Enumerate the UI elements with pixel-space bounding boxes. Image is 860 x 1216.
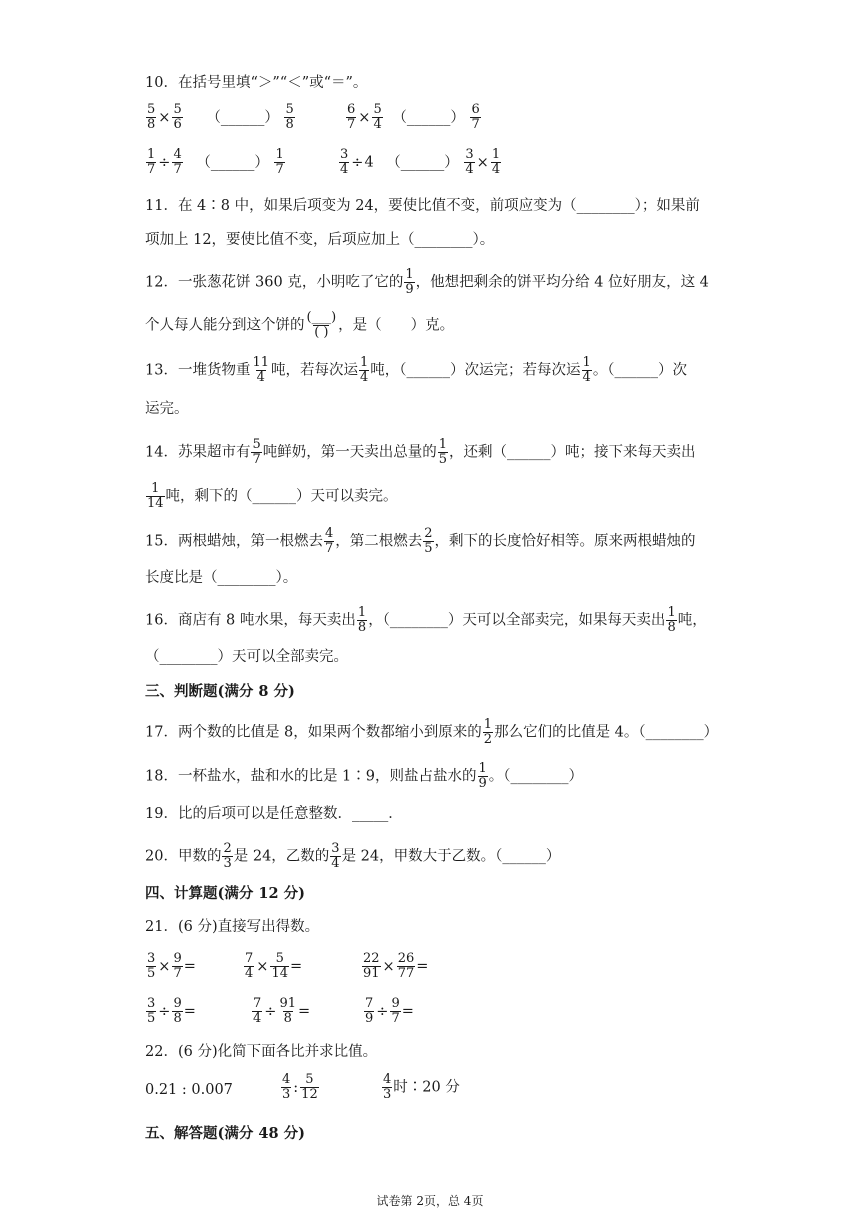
q12-line1: 12．一张葱花饼 360 克，小明吃了它的 $\frac{1}{9}$ ，他想把剩余的饼平均分给 4 位好朋友，这 4 — [145, 267, 709, 297]
q21-expr-3: $\frac{22}{91}$ × $\frac{26}{77}$ = — [363, 951, 429, 981]
q22-text: 22．(6 分)化简下面各比并求比值。 — [145, 1044, 378, 1060]
q17: 17．两个数的比值是 8，如果两个数都缩小到原来的 $\frac{1}{2}$ 那么它们的比值是 4。（________） — [145, 717, 719, 747]
q22-ratio-3: $\frac{4}{3}$ 时∶20 分 — [383, 1072, 460, 1102]
q12-line2: 个人每人能分到这个饼的 $\frac{(\_\_\_)}{( )}$ ，是（ ）克。 — [145, 310, 455, 340]
q10-row2-right: $\frac{3}{4}$ ÷4 （______） $\frac{3}{4}$ × $\frac{1}{4}$ — [340, 147, 501, 177]
q10-row1-right: $\frac{6}{7}$ × $\frac{5}{4}$ （______） $\frac{6}{7}$ — [347, 102, 480, 132]
q15-line1: 15．两根蜡烛，第一根燃去 $\frac{4}{7}$ ，第二根燃去 $\frac{2}{5}$ ，剩下的长度恰好相等。原来两根蜡烛的 — [145, 526, 696, 556]
q21-expr-1: $\frac{3}{5}$ × $\frac{9}{7}$ = — [147, 951, 196, 981]
q13-line2: 运完。 — [145, 401, 189, 417]
q16-line2: （________）天可以全部卖完。 — [145, 649, 348, 665]
fraction-answer-blank[interactable]: $\frac{(\_\_\_)}{( )}$ — [306, 310, 337, 340]
q20: 20．甲数的 $\frac{2}{3}$ 是 24，乙数的 $\frac{3}{4}$ 是 24，甲数大于乙数。（______） — [145, 841, 561, 871]
q11-line1: 11．在 4∶8 中，如果后项变为 24，要使比值不变，前项应变为（________）；如果前 — [145, 198, 700, 214]
q15-line2: 长度比是（________）。 — [145, 570, 298, 586]
q11-line2: 项加上 12，要使比值不变，后项应加上（________）。 — [145, 232, 495, 248]
q10-text: 10．在括号里填“＞”“＜”或“＝”。 — [145, 75, 368, 91]
q18: 18．一杯盐水，盐和水的比是 1∶9，则盐占盐水的 $\frac{1}{9}$ 。（________） — [145, 761, 584, 791]
q13-line1: 13．一堆货物重 $\frac{11}{4}$ 吨，若每次运 $\frac{1}{4}$ 吨，（______）次运完；若每次运 $\frac{1}{4}$ 。（______）次 — [145, 355, 688, 385]
page-footer: 试卷第 2页，总 4页 — [376, 1194, 484, 1208]
q10-row1-left: $\frac{5}{8}$ × $\frac{5}{6}$ （______） $\frac{5}{8}$ — [147, 102, 294, 132]
q21-expr-5: $\frac{7}{4}$ ÷ $\frac{91}{8}$ = — [253, 996, 311, 1026]
q21-expr-2: $\frac{7}{4}$ × $\frac{5}{14}$ = — [245, 951, 303, 981]
answer-blank[interactable]: （______） — [196, 154, 269, 171]
answer-blank[interactable]: （______） — [206, 109, 279, 126]
answer-blank[interactable]: （______） — [392, 109, 465, 126]
q22-ratio-2: $\frac{4}{3}$ : $\frac{5}{12}$ — [282, 1072, 318, 1102]
q19: 19．比的后项可以是任意整数．_____． — [145, 806, 403, 822]
section-3-heading: 三、判断题(满分 8 分) — [145, 683, 295, 700]
q10-row2-left: $\frac{1}{7}$ ÷ $\frac{4}{7}$ （______） $\frac{1}{7}$ — [147, 147, 284, 177]
q21-text: 21．(6 分)直接写出得数。 — [145, 919, 320, 935]
q14-line1: 14．苏果超市有 $\frac{5}{7}$ 吨鲜奶，第一天卖出总量的 $\frac{1}{5}$ ，还剩（______）吨；接下来每天卖出 — [145, 437, 696, 467]
q21-expr-4: $\frac{3}{5}$ ÷ $\frac{9}{8}$ = — [147, 996, 196, 1026]
q14-line2: $\frac{1}{14}$ 吨，剩下的（______）天可以卖完。 — [147, 481, 398, 511]
q22-ratio-1: 0.21 : 0.007 — [145, 1082, 233, 1098]
section-5-heading: 五、解答题(满分 48 分) — [145, 1125, 305, 1142]
q21-expr-6: $\frac{7}{9}$ ÷ $\frac{9}{7}$ = — [365, 996, 414, 1026]
answer-blank[interactable]: （______） — [386, 154, 459, 171]
section-4-heading: 四、计算题(满分 12 分) — [145, 885, 305, 902]
q16-line1: 16．商店有 8 吨水果，每天卖出 $\frac{1}{8}$ ，（________）天可以全部卖完，如果每天卖出 $\frac{1}{8}$ 吨， — [145, 605, 707, 635]
